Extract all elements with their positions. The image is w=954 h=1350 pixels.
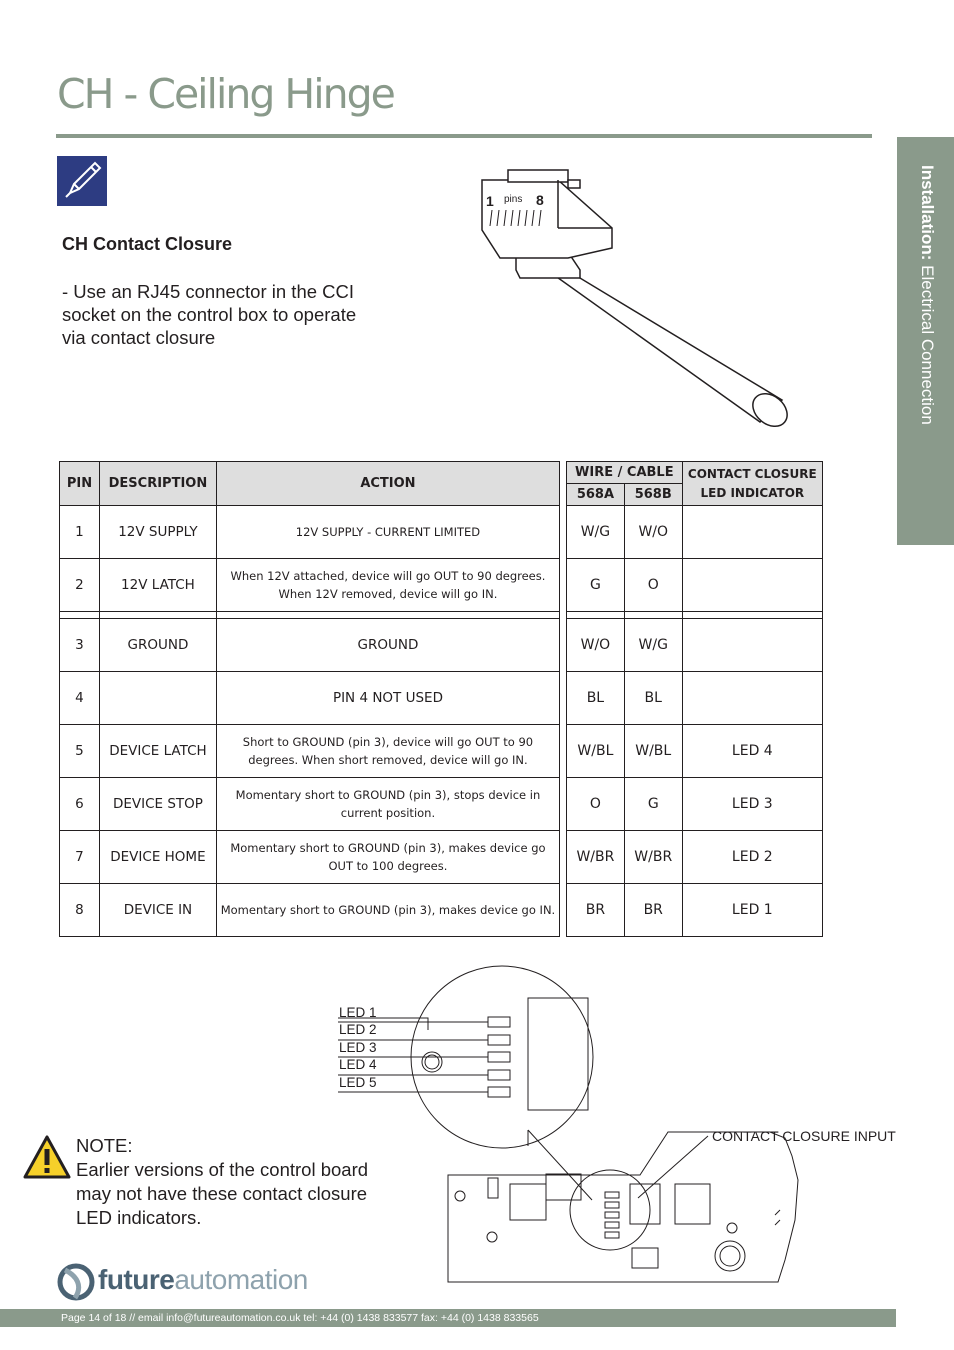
table-row — [60, 831, 560, 884]
pin-cell: 1 — [60, 506, 100, 559]
table-row — [567, 831, 823, 884]
pin-1-label: 1 — [486, 193, 494, 209]
wire-568b-cell: O — [624, 559, 682, 612]
wire-568b-cell: W/BL — [624, 725, 682, 778]
led-5-label: LED 5 — [339, 1075, 377, 1090]
wire-568a-cell: G — [567, 559, 625, 612]
logo-text-future: future — [98, 1264, 175, 1295]
table-row — [60, 619, 560, 672]
table-row — [60, 559, 560, 612]
warning-note — [76, 1134, 396, 1230]
header-description: DESCRIPTION — [99, 462, 216, 506]
wire-568b-cell: W/BR — [624, 831, 682, 884]
wire-568b-cell: G — [624, 778, 682, 831]
table-spacer-row — [567, 612, 823, 619]
action-cell: Short to GROUND (pin 3), device will go OUT to 90 degrees. When short removed, device will go IN. — [216, 725, 559, 778]
action-cell: When 12V attached, device will go OUT to 90 degrees. When 12V removed, device will go IN. — [216, 559, 559, 612]
header-wire-cable: WIRE / CABLE — [567, 462, 683, 484]
wire-568a-cell: BL — [567, 672, 625, 725]
side-tab-bold: Installation: — [918, 165, 937, 261]
wire-568b-cell: BR — [624, 884, 682, 937]
led-1-label: LED 1 — [339, 1005, 377, 1020]
action-cell: Momentary short to GROUND (pin 3), stops device in current position. — [216, 778, 559, 831]
table-row — [567, 884, 823, 937]
led-2-label: LED 2 — [339, 1022, 377, 1037]
wire-568b-cell: W/O — [624, 506, 682, 559]
contact-closure-input-label: CONTACT CLOSURE INPUT — [712, 1128, 896, 1144]
table-row — [567, 778, 823, 831]
led-cell — [682, 619, 822, 672]
table-row — [60, 725, 560, 778]
table-row — [60, 672, 560, 725]
title-divider — [56, 134, 872, 138]
led-cell — [682, 506, 822, 559]
logo-text-automation: automation — [174, 1264, 308, 1295]
led-cell — [682, 559, 822, 612]
wire-568a-cell: W/G — [567, 506, 625, 559]
table-row — [60, 778, 560, 831]
pencil-icon — [57, 156, 107, 206]
pin-cell: 6 — [60, 778, 100, 831]
note-title: NOTE: — [76, 1135, 133, 1156]
wire-568a-cell: BR — [567, 884, 625, 937]
description-cell: 12V SUPPLY — [99, 506, 216, 559]
header-led-indicator: CONTACT CLOSURE LED INDICATOR — [682, 462, 822, 506]
warning-icon — [22, 1134, 72, 1180]
description-cell: 12V LATCH — [99, 559, 216, 612]
table-row — [567, 559, 823, 612]
table-row — [60, 506, 560, 559]
description-cell: DEVICE IN — [99, 884, 216, 937]
header-pin: PIN — [60, 462, 100, 506]
header-action: ACTION — [216, 462, 559, 506]
wire-568a-cell: W/BL — [567, 725, 625, 778]
description-cell: DEVICE LATCH — [99, 725, 216, 778]
section-side-tab — [897, 137, 954, 545]
action-cell: Momentary short to GROUND (pin 3), makes device go IN. — [216, 884, 559, 937]
action-cell: 12V SUPPLY - CURRENT LIMITED — [216, 506, 559, 559]
led-cell — [682, 672, 822, 725]
company-logo-text — [98, 1264, 308, 1296]
table-row — [567, 672, 823, 725]
led-3-label: LED 3 — [339, 1040, 377, 1055]
intro-text: - Use an RJ45 connector in the CCI socket on the control box to operate via contact closure — [62, 281, 357, 348]
page-title: CH - Ceiling Hinge — [57, 70, 394, 118]
rj45-connector-drawing — [470, 160, 800, 440]
pin-cell: 2 — [60, 559, 100, 612]
pin-function-table — [59, 461, 560, 937]
led-cell: LED 1 — [682, 884, 822, 937]
footer-text: Page 14 of 18 // email info@futureautomation.co.uk tel: +44 (0) 1438 833577 fax: +44 (0) 1438 833565 — [61, 1312, 539, 1324]
action-cell: GROUND — [216, 619, 559, 672]
action-cell: Momentary short to GROUND (pin 3), makes device go OUT to 100 degrees. — [216, 831, 559, 884]
action-cell: PIN 4 NOT USED — [216, 672, 559, 725]
pin-cell: 4 — [60, 672, 100, 725]
wire-568b-cell: BL — [624, 672, 682, 725]
pin-cell: 3 — [60, 619, 100, 672]
led-cell: LED 4 — [682, 725, 822, 778]
pin-8-label: 8 — [536, 192, 544, 208]
pin-cell: 7 — [60, 831, 100, 884]
led-4-label: LED 4 — [339, 1057, 377, 1072]
page-footer — [0, 1309, 896, 1327]
wire-568b-cell: W/G — [624, 619, 682, 672]
pin-cell: 8 — [60, 884, 100, 937]
table-spacer-row — [60, 612, 560, 619]
table-row — [567, 619, 823, 672]
table-row — [567, 725, 823, 778]
wire-568a-cell: W/BR — [567, 831, 625, 884]
header-568b: 568B — [624, 484, 682, 506]
description-cell: DEVICE STOP — [99, 778, 216, 831]
section-heading: CH Contact Closure — [62, 234, 233, 254]
description-cell — [99, 672, 216, 725]
wire-568a-cell: W/O — [567, 619, 625, 672]
description-cell: DEVICE HOME — [99, 831, 216, 884]
description-cell: GROUND — [99, 619, 216, 672]
pin-cell: 5 — [60, 725, 100, 778]
table-row — [567, 506, 823, 559]
wire-568a-cell: O — [567, 778, 625, 831]
pins-label: pins — [504, 194, 523, 205]
header-568a: 568A — [567, 484, 625, 506]
table-row — [60, 884, 560, 937]
future-automation-logo-icon — [57, 1262, 95, 1302]
note-body: Earlier versions of the control board may not have these contact closure LED indicators. — [76, 1159, 369, 1228]
led-cell: LED 3 — [682, 778, 822, 831]
wire-color-table — [566, 461, 823, 937]
control-board-diagram — [330, 960, 810, 1290]
led-cell: LED 2 — [682, 831, 822, 884]
side-tab-rest: Electrical Connection — [918, 260, 937, 425]
